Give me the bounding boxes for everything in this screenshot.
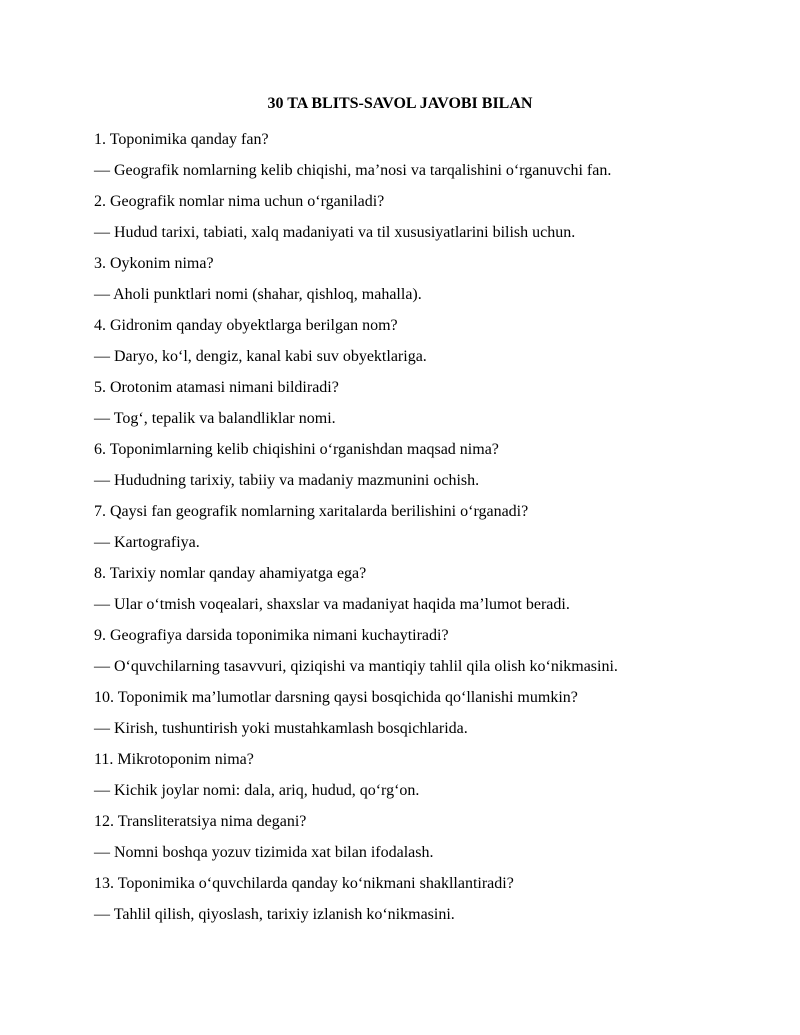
document-title: 30 TA BLITS-SAVOL JAVOBI BILAN	[267, 95, 533, 112]
answer-3: — Aholi punktlari nomi (shahar, qishloq, mahalla).	[94, 286, 422, 303]
question-13: 13. Toponimika o‘quvchilarda qanday ko‘nikmani shakllantiradi?	[94, 875, 514, 892]
answer-6: — Hududning tarixiy, tabiiy va madaniy mazmunini ochish.	[94, 472, 480, 489]
answer-9: — O‘quvchilarning tasavvuri, qiziqishi va mantiqiy tahlil qila olish ko‘nikmasini.	[94, 658, 618, 675]
question-2: 2. Geografik nomlar nima uchun o‘rganiladi?	[94, 193, 385, 210]
answer-8: — Ular o‘tmish voqealari, shaxslar va madaniyat haqida ma’lumot beradi.	[94, 596, 570, 613]
question-9: 9. Geografiya darsida toponimika nimani kuchaytiradi?	[94, 627, 449, 644]
question-11: 11. Mikrotoponim nima?	[94, 751, 254, 768]
question-7: 7. Qaysi fan geografik nomlarning xaritalarda berilishini o‘rganadi?	[94, 503, 529, 520]
answer-10: — Kirish, tushuntirish yoki mustahkamlash bosqichlarida.	[94, 720, 468, 737]
question-5: 5. Orotonim atamasi nimani bildiradi?	[94, 379, 339, 396]
answer-1: — Geografik nomlarning kelib chiqishi, ma’nosi va tarqalishini o‘rganuvchi fan.	[94, 162, 612, 179]
answer-4: — Daryo, ko‘l, dengiz, kanal kabi suv obyektlariga.	[94, 348, 427, 365]
answer-12: — Nomni boshqa yozuv tizimida xat bilan ifodalash.	[94, 844, 434, 861]
question-12: 12. Transliteratsiya nima degani?	[94, 813, 307, 830]
answer-13: — Tahlil qilish, qiyoslash, tarixiy izlanish ko‘nikmasini.	[94, 906, 455, 923]
question-3: 3. Oykonim nima?	[94, 255, 214, 272]
question-6: 6. Toponimlarning kelib chiqishini o‘rganishdan maqsad nima?	[94, 441, 499, 458]
question-10: 10. Toponimik ma’lumotlar darsning qaysi bosqichida qo‘llanishi mumkin?	[94, 689, 578, 706]
question-4: 4. Gidronim qanday obyektlarga berilgan nom?	[94, 317, 398, 334]
answer-5: — Tog‘, tepalik va balandliklar nomi.	[94, 410, 336, 427]
question-8: 8. Tarixiy nomlar qanday ahamiyatga ega?	[94, 565, 367, 582]
answer-11: — Kichik joylar nomi: dala, ariq, hudud, qo‘rg‘on.	[94, 782, 420, 799]
qa-list	[94, 124, 774, 930]
answer-7: — Kartografiya.	[94, 534, 200, 551]
question-1: 1. Toponimika qanday fan?	[94, 131, 269, 148]
answer-2: — Hudud tarixi, tabiati, xalq madaniyati va til xususiyatlarini bilish uchun.	[94, 224, 576, 241]
